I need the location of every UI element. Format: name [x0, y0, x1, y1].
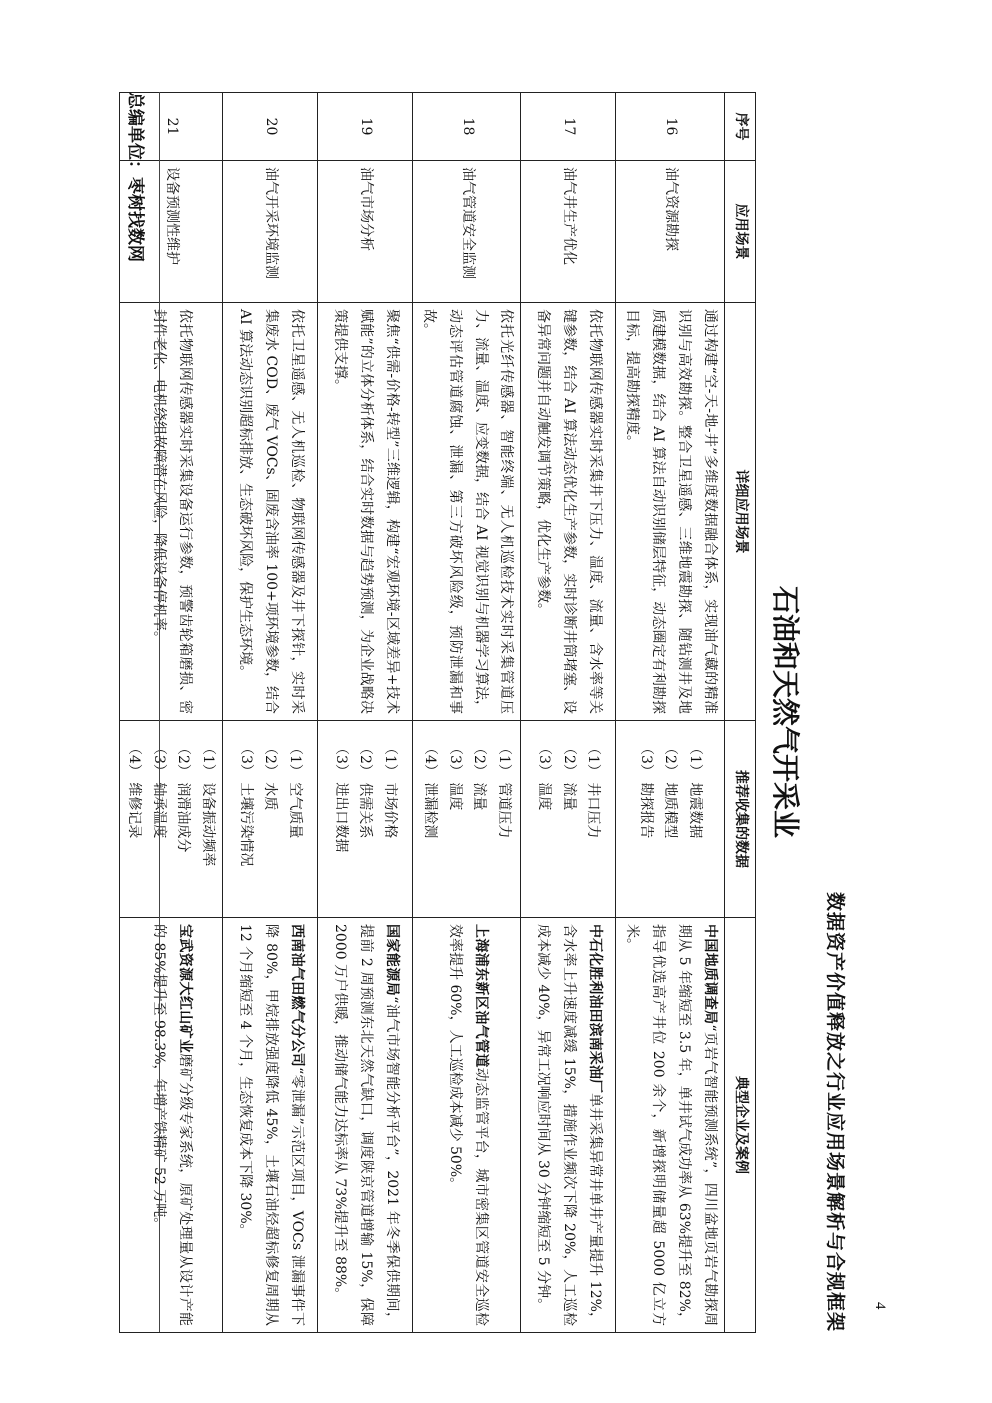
data-list-item: （2） 水质 — [262, 741, 279, 811]
data-list-item: （1） 地震数据 — [686, 741, 703, 839]
company-case-text: “页岩气智能预测系统”，四川盆地页岩气勘探周期从 5 年缩短至 3.5 年，单井试气成功率从 63%提升至 82%，指导优选高产井位 200 余个，新增探明储量超 5000 亿立方米。 — [624, 924, 718, 1326]
data-list-item: （3） 温度 — [446, 741, 463, 811]
footer — [125, 92, 150, 262]
data-list — [633, 727, 707, 911]
row-company — [119, 918, 222, 1333]
row-detail: 依托物联网传感器实时采集井下压力、温度、流量、含水率等关键参数，结合 AI 算法动态优化生产参数，实时诊断井筒堵塞、设备异常问题并自动触发调节策略，优化生产参数。 — [521, 303, 616, 721]
company-name: 上海浦东新区油气管道 — [472, 924, 489, 1068]
data-list-item: （2） 流量 — [560, 741, 577, 811]
row-company — [616, 918, 725, 1333]
data-list-item: （4） 泄漏检测 — [422, 741, 439, 839]
company-case-text: “油气市场智能分析平台”，2021 年冬季保供期间，提前 2 周预测东北天然气缺口，调度陕京管道增输 15%，保障 2000 万户供暖，推动储气能力达标率从 73%提升至 88%。 — [331, 924, 400, 1326]
row-number: 16 — [616, 93, 725, 161]
row-detail: 依托光纤传感器、智能终端、无人机巡检技术实时采集管道压力、流量、温度、应变数据，结合 AI 视觉识别与机器学习算法，动态评估管道腐蚀、泄漏、第三方破坏风险级，预防泄漏和事故。 — [412, 303, 521, 721]
row-scene: 油气井生产优化 — [521, 161, 616, 303]
row-data — [616, 721, 725, 918]
row-scene: 油气管道安全监测 — [412, 161, 521, 303]
data-list-item: （2） 润滑油成分 — [175, 741, 192, 853]
table-row — [616, 93, 725, 1333]
data-list — [233, 727, 307, 911]
column-header-data: 推荐收集的数据 — [725, 721, 756, 918]
table-row — [119, 93, 222, 1333]
application-scenario-table — [119, 92, 756, 1333]
column-header-detail: 详细应用场景 — [725, 303, 756, 721]
data-list-item: （2） 流量 — [471, 741, 488, 811]
company-name: 中石化胜利油田滨南采油厂 — [587, 924, 604, 1094]
column-header-scene: 应用场景 — [725, 161, 756, 303]
footer-rule — [159, 92, 160, 1332]
running-header: 数据资产价值释放之行业应用场景解析与合规框架 — [824, 891, 846, 1332]
row-scene: 设备预测性维护 — [119, 161, 222, 303]
data-list-item: （3） 进出口数据 — [332, 741, 349, 853]
row-scene: 油气市场分析 — [317, 161, 412, 303]
company-name: 宝武资源大红山矿业 — [176, 924, 193, 1054]
column-header-number: 序号 — [725, 93, 756, 161]
row-data — [119, 721, 222, 918]
data-list — [328, 727, 402, 911]
row-company — [521, 918, 616, 1333]
table-row — [317, 93, 412, 1333]
data-list — [418, 727, 516, 911]
company-name: 国家能源局 — [383, 924, 400, 997]
data-list-item: （3） 勘探报告 — [637, 741, 654, 839]
data-list — [122, 727, 220, 911]
data-list-item: （3） 轴承温度 — [150, 741, 167, 839]
data-list-item: （2） 地质模型 — [662, 741, 679, 839]
section-title: 石油和天然气开采业 — [769, 585, 802, 838]
data-list-item: （1） 市场价格 — [381, 741, 398, 839]
table-row — [412, 93, 521, 1333]
row-number: 21 — [119, 93, 222, 161]
data-list-item: （3） 土壤污染情况 — [237, 741, 254, 867]
page-number: 4 — [872, 1302, 888, 1310]
row-data — [412, 721, 521, 918]
data-list-item: （2） 供需关系 — [357, 741, 374, 839]
data-list-item: （1） 管道压力 — [495, 741, 512, 839]
row-company — [317, 918, 412, 1333]
row-company — [222, 918, 317, 1333]
row-number: 20 — [222, 93, 317, 161]
table-row — [521, 93, 616, 1333]
rotated-page — [110, 92, 888, 1332]
row-data — [222, 721, 317, 918]
row-data — [317, 721, 412, 918]
data-list-item: （1） 设备振动频率 — [199, 741, 216, 867]
column-header-company: 典型企业及案例 — [725, 918, 756, 1333]
data-list-item: （4） 维修记录 — [126, 741, 143, 839]
row-number: 17 — [521, 93, 616, 161]
company-case-text: 动态监管平台，城市密集区管道安全巡检效率提升 60%，人工巡检成本减少 50%。 — [446, 924, 489, 1326]
row-scene: 油气开采环境监测 — [222, 161, 317, 303]
data-list-item: （3） 温度 — [536, 741, 553, 811]
data-list — [532, 727, 606, 911]
company-case-text: 磨矿分级专家系统，原矿处理量从设计产能的 85%提升至 98.3%，年增产铁精矿 52 万吨。 — [150, 924, 193, 1327]
row-company — [412, 918, 521, 1333]
company-name: 西南油气田燃气分公司 — [288, 924, 305, 1068]
row-detail: 依托卫星遥感、无人机巡检、物联网传感器及井下探针，实时采集废水 COD、废气 VOCs、固废含油率 100+项环境参数，结合 AI 算法动态识别超标排放、生态破坏风险，保护生态环境。 — [222, 303, 317, 721]
data-list-item: （1） 井口压力 — [585, 741, 602, 839]
company-case-text: 单井采集异常井单井产量提升 12%，含水率上升速度减缓 15%，措施作业频次下降 20%，人工巡检成本减少 40%，异常工况响应时间从 30 分钟缩短至 5 分钟。 — [535, 924, 604, 1326]
row-number: 19 — [317, 93, 412, 161]
row-detail: 聚焦“供需-价格-转型”三维逻辑，构建“宏观环境-区域差异+技术赋能”的立体分析体系，结合实时数据与趋势预测，为企业战略决策提供支撑。 — [317, 303, 412, 721]
data-list-item: （1） 空气质量 — [286, 741, 303, 839]
row-scene: 油气资源勘探 — [616, 161, 725, 303]
row-number: 18 — [412, 93, 521, 161]
footer-org: 枣树找数网 — [125, 177, 145, 262]
table-header-row — [725, 93, 756, 1333]
row-detail: 通过构建“空-天-地-井”多维度数据融合体系，实现油气藏的精准识别与高效勘探。整合卫星遥感、三维地震勘探、随钻测井及地质建模数据，结合 AI 算法自动识别储层特征，动态圈定有利勘探目标，提高勘探精度。 — [616, 303, 725, 721]
footer-label: 总编单位： — [125, 92, 145, 177]
row-detail: 依托物联网传感器实时采集设备运行参数，预警齿轮箱磨损、密封件老化、电机绕组故障潜在风险，降低设备停机率。 — [119, 303, 222, 721]
table-row — [222, 93, 317, 1333]
company-name: 中国地质调查局 — [702, 924, 718, 1025]
row-data — [521, 721, 616, 918]
company-case-text: “零泄漏”示范区项目，VOCs 泄漏事件下降 80%，甲烷排放强度降低 45%，土壤石油烃超标修复周期从 12 个月缩短至 4 个月，生态恢复成本下降 30%。 — [236, 924, 305, 1326]
